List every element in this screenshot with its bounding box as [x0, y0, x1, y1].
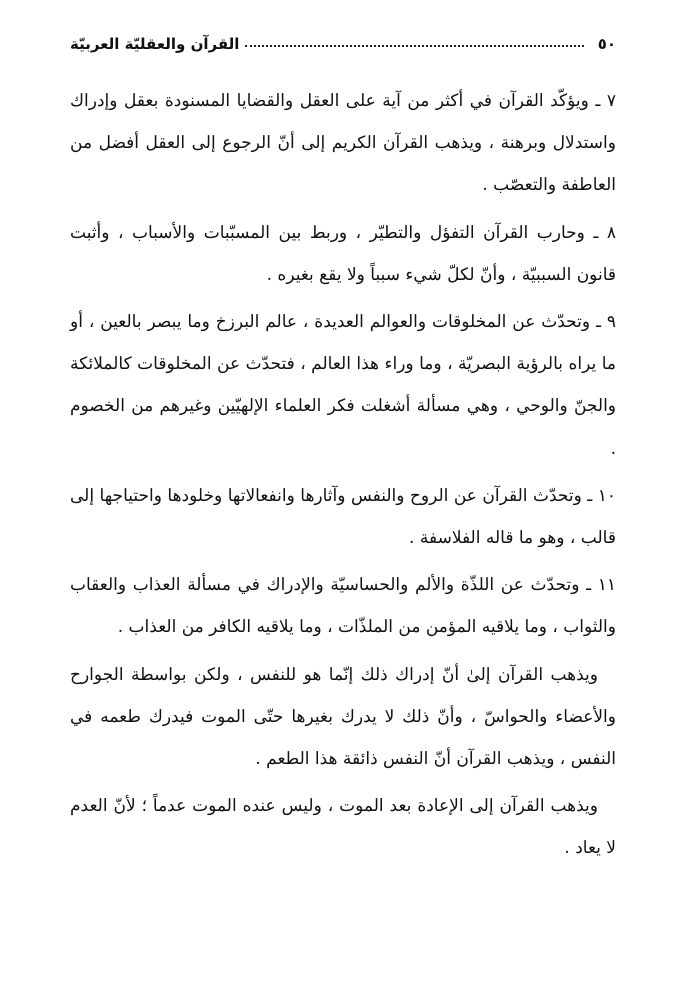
running-header: [70, 30, 616, 58]
paragraph-perception: ويذهب القرآن إلىٰ أنّ إدراك ذلك إنّما هو للنفس ، ولكن بواسطة الجوارح والأعضاء والحواسّ ، وأنّ ذلك لا يدرك بغيرها حتّى الموت فيدرك طعمه في النفس ، ويذهب القرآن أنّ النفس ذائقة هذا الطعم .: [70, 664, 616, 770]
book-title: القرآن والعقليّة العربيّة: [70, 35, 240, 53]
paragraph-point-10: ١٠ ـ وتحدّث القرآن عن الروح والنفس وآثارها وانفعالاتها وخلودها واحتياجها إلى قالب ، وهو ما قاله الفلاسفة .: [70, 485, 616, 549]
paragraph-point-11: ١١ ـ وتحدّث عن اللذّة والألم والحساسيّة والإدراك في مسألة العذاب والعقاب والثواب ، وما يلاقيه المؤمن من الملذّات ، وما يلاقيه الكافر من العذاب .: [70, 575, 616, 638]
body-text: [70, 80, 616, 870]
paragraph-point-9: ٩ ـ وتحدّث عن المخلوقات والعوالم العديدة ، عالم البرزخ وما يبصر بالعين ، أو ما يراه بالرؤية البصريّة ، وما وراء هذا العالم ، فتحدّث عن المخلوقات كالملائكة والجنّ والوحي ، وهي مسألة أشغلت فكر العلماء الإلهيّين وغيرهم من الخصوم .: [70, 312, 616, 459]
page-number: ٥٠: [597, 35, 616, 53]
paragraph-resurrection: ويذهب القرآن إلى الإعادة بعد الموت ، وليس عنده الموت عدماً ؛ لأنّ العدم لا يعاد .: [70, 796, 616, 859]
paragraph-point-7: ٧ ـ ويؤكّد القرآن في أكثر من آية على العقل والقضايا المسنودة بعقل وإدراك واستدلال وبرهنة ، ويذهب القرآن الكريم إلى أنّ الرجوع إلى العقل أفضل من العاطفة والتعصّب .: [70, 91, 616, 196]
dotted-leader: [245, 45, 583, 47]
paragraph-point-8: ٨ ـ وحارب القرآن التفؤل والتطيّر ، وربط بين المسبّبات والأسباب ، وأثبت قانون السببيّة ، وأنّ لكلّ شيء سبباً ولا يقع بغيره .: [70, 222, 616, 285]
